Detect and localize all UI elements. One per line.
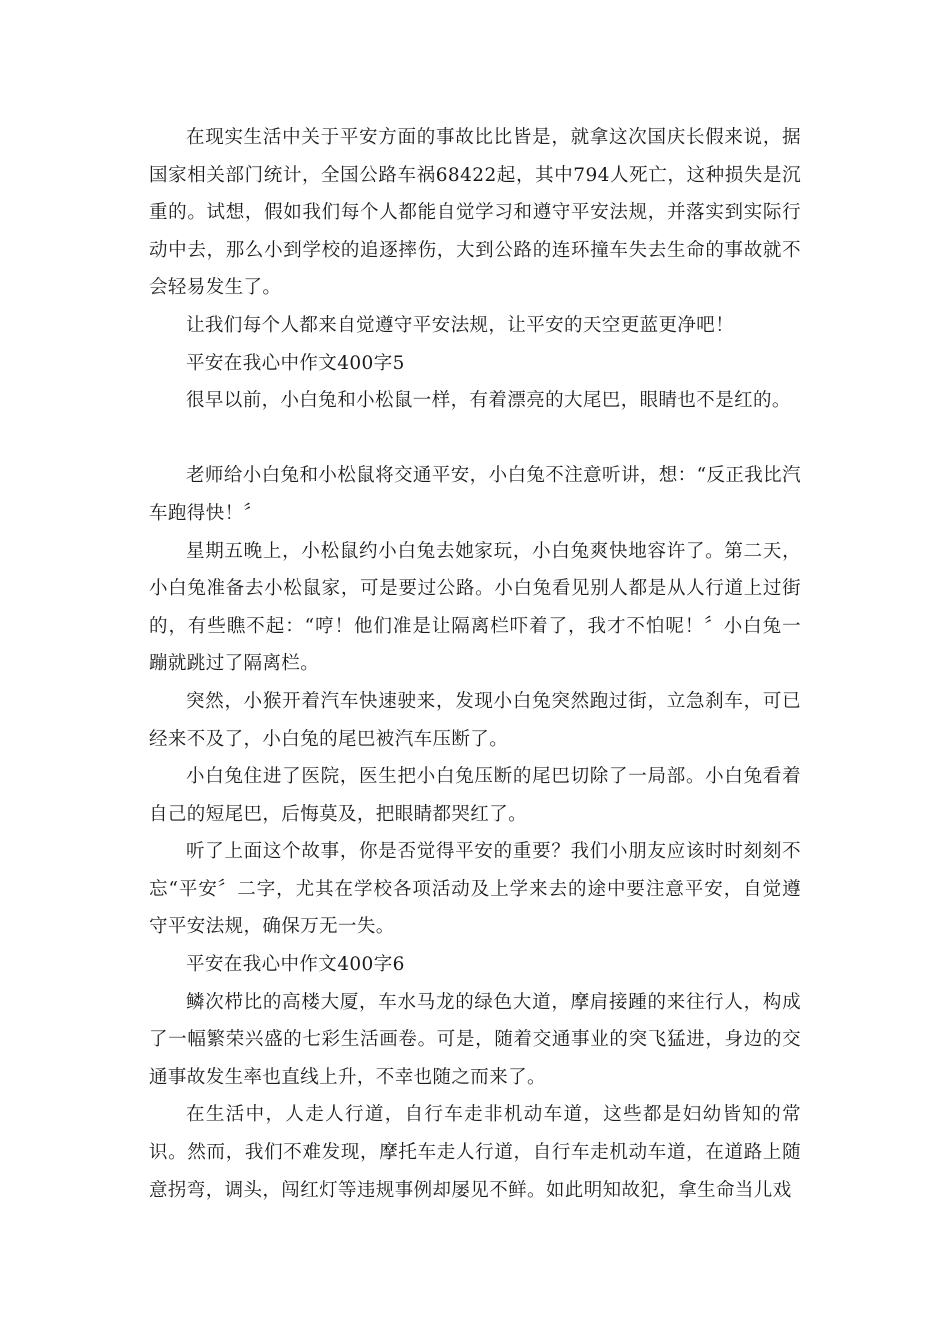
section-heading: 平安在我心中作文400字5: [186, 352, 405, 374]
paragraph: 很早以前，小白兔和小松鼠一样，有着漂亮的大尾巴，眼睛也不是红的。: [186, 390, 791, 412]
paragraph: 鳞次栉比的高楼大厦，车水马龙的绿色大道，摩肩接踵的来往行人，构成了一幅繁荣兴盛的七彩生活画卷。可是，随着交通事业的突飞猛进，身边的交通事故发生率也直线上升，不幸也随之而来了。: [149, 991, 801, 1088]
document-page: [149, 119, 801, 1209]
paragraph: 在生活中，人走人行道，自行车走非机动车道，这些都是妇幼皆知的常识。然而，我们不难发现，摩托车走人行道，自行车走机动车道，在道路上随意拐弯，调头，闯红灯等违规事例却屡见不鲜。如此明知故犯，拿生命当儿戏: [149, 1104, 801, 1201]
paragraph: 在现实生活中关于平安方面的事故比比皆是，就拿这次国庆长假来说，据国家相关部门统计，全国公路车祸68422起，其中794人死亡，这种损失是沉重的。试想，假如我们每个人都能自觉学习和遵守平安法规，并落实到实际行动中去，那么小到学校的追逐摔伤，大到公路的连环撞车失去生命的事故就不会轻易发生了。: [149, 127, 801, 299]
paragraph: 让我们每个人都来自觉遵守平安法规，让平安的天空更蓝更净吧！: [186, 314, 735, 336]
paragraph: 星期五晚上，小松鼠约小白兔去她家玩，小白兔爽快地容许了。第二天，小白兔准备去小松鼠家，可是要过公路。小白兔看见别人都是从人行道上过街的，有些瞧不起：“哼！他们准是让隔离栏吓着了，我才不怕呢！〞小白兔一蹦就跳过了隔离栏。: [149, 540, 801, 675]
blank-line: [149, 420, 801, 458]
paragraph: 突然，小猴开着汽车快速驶来，发现小白兔突然跑过街，立急刹车，可已经来不及了，小白兔的尾巴被汽车压断了。: [149, 690, 801, 750]
paragraph: 老师给小白兔和小松鼠将交通平安，小白兔不注意听讲，想：“反正我比汽车跑得快！〞: [149, 465, 801, 524]
paragraph: 小白兔住进了医院，医生把小白兔压断的尾巴切除了一局部。小白兔看着自己的短尾巴，后悔莫及，把眼睛都哭红了。: [149, 766, 801, 825]
paragraph: 听了上面这个故事，你是否觉得平安的重要？我们小朋友应该时时刻刻不忘“平安〞二字，尤其在学校各项活动及上学来去的途中要注意平安，自觉遵守平安法规，确保万无一失。: [149, 841, 801, 938]
section-heading: 平安在我心中作文400字6: [186, 954, 405, 976]
